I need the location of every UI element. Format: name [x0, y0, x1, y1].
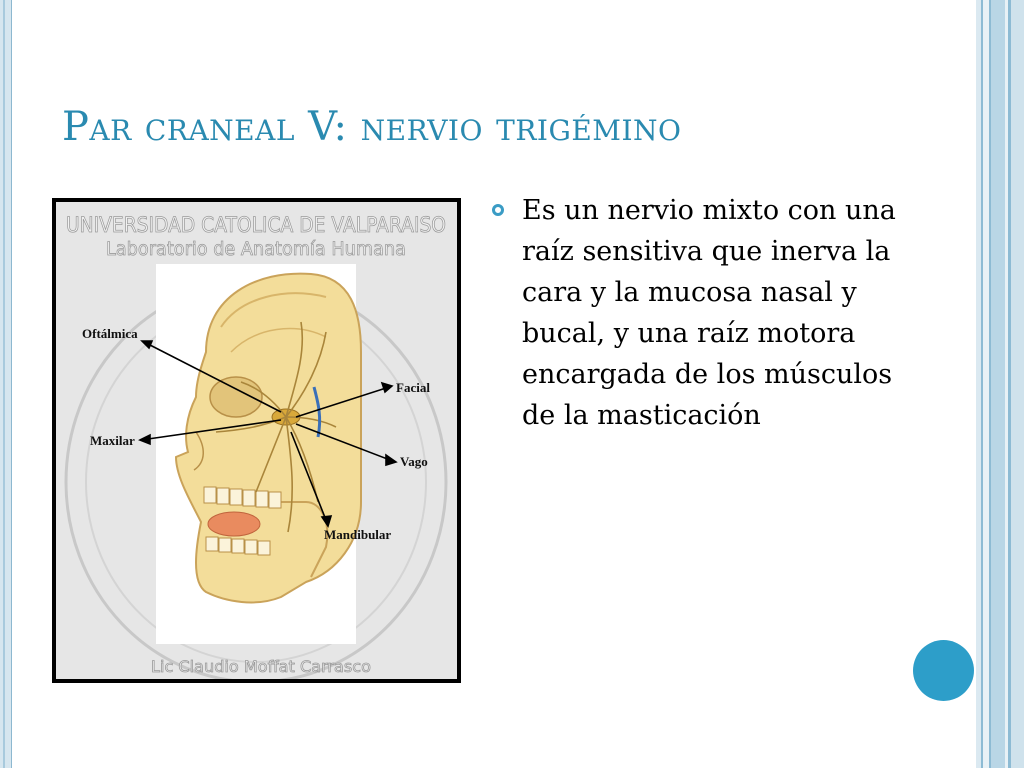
bullet-item — [492, 190, 912, 436]
watermark-laboratory: Laboratorio de Anatomía Humana — [106, 238, 406, 260]
label-maxilar: Maxilar — [90, 433, 135, 448]
right-frame-border — [976, 0, 1024, 768]
trigeminal-nerve-diagram — [56, 202, 457, 679]
label-mandibular: Mandibular — [324, 527, 392, 542]
label-vago: Vago — [400, 454, 428, 469]
left-frame-border — [0, 0, 12, 768]
slide-title: Par craneal V: nervio trigémino — [62, 104, 682, 150]
bullet-text: Es un nervio mixto con una raíz sensitiva que inerva la cara y la mucosa nasal y bucal, y una raíz motora encargada de los músculos de la masticación — [522, 195, 896, 431]
anatomy-figure-canvas — [56, 202, 457, 679]
watermark-university: UNIVERSIDAD CATOLICA DE VALPARAISO — [66, 213, 446, 237]
label-oftalmica: Oftálmica — [82, 326, 138, 341]
anatomy-figure — [52, 198, 461, 683]
label-facial: Facial — [396, 380, 430, 395]
bullet-circle-icon — [492, 204, 504, 216]
decorative-circle — [913, 640, 974, 701]
watermark-author: Lic Claudio Moffat Carrasco — [151, 657, 371, 676]
